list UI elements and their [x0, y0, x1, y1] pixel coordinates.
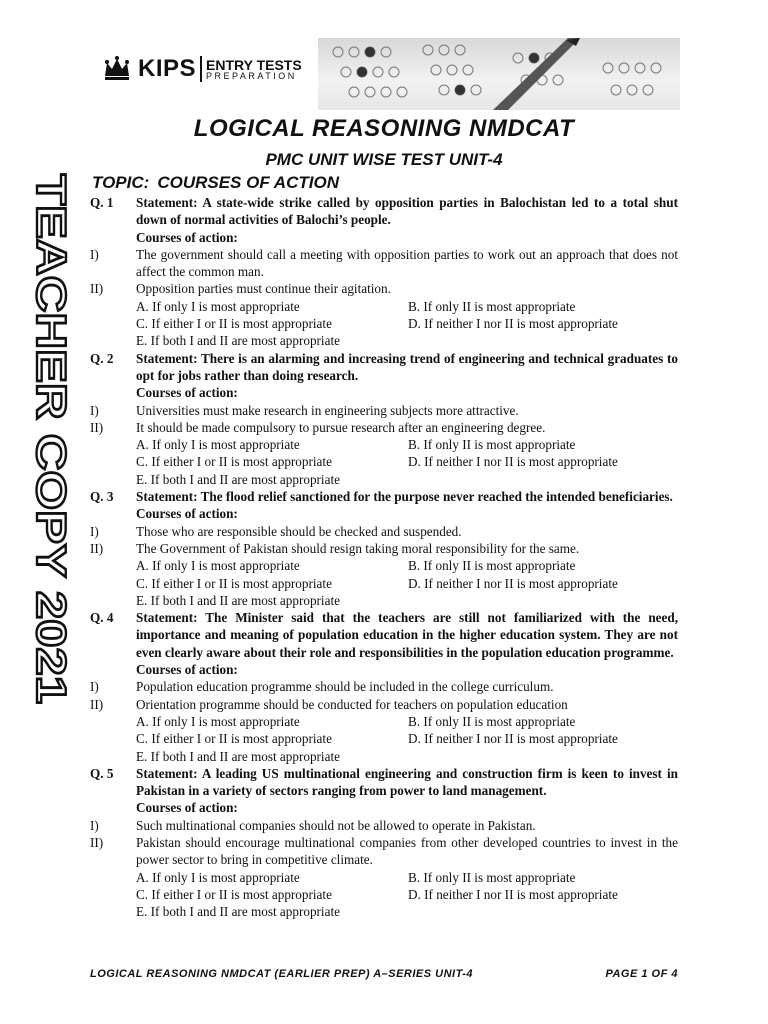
course-numeral: I) — [90, 817, 99, 833]
spacer — [90, 505, 136, 522]
answer-option: A. If only I is most appropriate — [136, 713, 300, 729]
course-item — [90, 402, 678, 419]
question-number: Q. 2 — [90, 350, 114, 366]
page-title: LOGICAL REASONING NMDCAT — [193, 115, 575, 142]
course-text: Orientation programme should be conducted for teachers on population education — [136, 696, 568, 712]
answer-option: C. If either I or II is most appropriate — [136, 316, 332, 332]
answer-option: A. If only I is most appropriate — [136, 869, 300, 885]
answer-option: A. If only I is most appropriate — [136, 298, 300, 314]
answer-options — [136, 713, 678, 765]
course-text: Opposition parties must continue their agitation. — [136, 281, 391, 297]
courses-label-row — [90, 384, 678, 401]
courses-label-row — [90, 661, 678, 678]
course-item — [90, 419, 678, 436]
course-numeral: II) — [90, 281, 104, 297]
courses-label-row — [90, 505, 678, 522]
spacer — [90, 661, 136, 678]
answer-option: E. If both I and II are most appropriate — [136, 471, 340, 487]
brand-tagline — [206, 58, 302, 81]
answer-option: B. If only II is most appropriate — [408, 558, 576, 574]
topic-label: TOPIC: — [92, 173, 150, 192]
course-text: Universities must make research in engineering subjects more attractive. — [136, 402, 519, 418]
question-number: Q. 3 — [90, 489, 114, 505]
courses-label-row — [90, 799, 678, 816]
header-banner — [90, 38, 680, 110]
course-text: The government should call a meeting with opposition parties to work out an approach that does not affect the common man. — [136, 246, 678, 280]
spacer — [90, 384, 136, 401]
answer-option: E. If both I and II are most appropriate — [136, 748, 340, 764]
course-text: It should be made compulsory to pursue research after an engineering degree. — [136, 419, 546, 435]
course-numeral: II) — [90, 540, 104, 556]
answer-option: B. If only II is most appropriate — [408, 713, 576, 729]
answer-option: A. If only I is most appropriate — [136, 437, 300, 453]
question-statement-row — [90, 194, 678, 229]
brand-name: KIPS — [138, 55, 197, 82]
brand-tagline-line2: PREPARATION — [206, 70, 297, 81]
course-text: Pakistan should encourage multinational companies from other developed countries to invest in the power sector to bring in competitive climate. — [136, 834, 678, 868]
course-item — [90, 678, 678, 695]
course-item — [90, 834, 678, 869]
watermark-text: TEACHER COPY 2021 — [28, 174, 75, 613]
answer-sheet-pattern — [318, 38, 680, 110]
page-footer — [90, 968, 678, 980]
answer-options — [136, 436, 678, 488]
course-numeral: I) — [90, 523, 99, 539]
course-numeral: I) — [90, 402, 99, 418]
answer-option: B. If only II is most appropriate — [408, 869, 576, 885]
answer-options — [136, 298, 678, 350]
courses-of-action-label: Courses of action: — [136, 385, 238, 401]
course-text: Such multinational companies should not be allowed to operate in Pakistan. — [136, 817, 536, 833]
crown-icon — [102, 54, 132, 84]
answer-option: C. If either I or II is most appropriate — [136, 886, 332, 902]
answer-options — [136, 557, 678, 609]
answer-option: D. If neither I nor II is most appropriate — [408, 316, 618, 332]
question-statement-row — [90, 609, 678, 661]
brand-tagline-line1: ENTRY TESTS — [206, 56, 302, 73]
teacher-copy-watermark — [23, 170, 75, 710]
topic-heading — [92, 173, 339, 193]
course-item — [90, 696, 678, 713]
answer-option: C. If either I or II is most appropriate — [136, 731, 332, 747]
answer-option: D. If neither I nor II is most appropriate — [408, 731, 618, 747]
answer-option: E. If both I and II are most appropriate — [136, 904, 340, 920]
question-statement-row — [90, 765, 678, 800]
spacer — [90, 229, 136, 246]
answer-option: C. If either I or II is most appropriate — [136, 575, 332, 591]
question-statement-row — [90, 488, 678, 505]
course-numeral: II) — [90, 696, 104, 712]
question-number: Q. 1 — [90, 195, 114, 210]
answer-option: B. If only II is most appropriate — [408, 437, 576, 453]
course-text: The Government of Pakistan should resign taking moral responsibility for the same. — [136, 540, 580, 556]
answer-options — [136, 869, 678, 921]
answer-option: A. If only I is most appropriate — [136, 558, 300, 574]
page-subtitle: PMC UNIT WISE TEST UNIT-4 — [265, 150, 503, 169]
answer-option: D. If neither I nor II is most appropriate — [408, 575, 618, 591]
logo-divider — [200, 56, 202, 82]
courses-of-action-label: Courses of action: — [136, 662, 238, 678]
courses-label-row — [90, 229, 678, 246]
page-number: PAGE 1 OF 4 — [605, 968, 678, 980]
answer-option: D. If neither I nor II is most appropriate — [408, 454, 618, 470]
course-numeral: II) — [90, 834, 104, 850]
topic-value: COURSES OF ACTION — [157, 173, 339, 192]
answer-option: B. If only II is most appropriate — [408, 298, 576, 314]
answer-option: E. If both I and II are most appropriate — [136, 592, 340, 608]
course-numeral: I) — [90, 246, 99, 262]
kips-logo — [102, 54, 302, 84]
course-item — [90, 523, 678, 540]
question-statement: Statement: The Minister said that the teachers are still not familiarized with the need, importance and meaning of population education in the higher education system. They are not even clearly aware about their role and responsibilities in the population education programme. — [136, 610, 678, 660]
courses-of-action-label: Courses of action: — [136, 229, 238, 245]
answer-option: C. If either I or II is most appropriate — [136, 454, 332, 470]
answer-sheet-photo — [318, 38, 680, 110]
question-list — [90, 194, 678, 920]
course-item — [90, 817, 678, 834]
course-item — [90, 246, 678, 281]
footer-left: LOGICAL REASONING NMDCAT (EARLIER PREP) A–SERIES UNIT-4 — [90, 968, 473, 980]
spacer — [90, 799, 136, 816]
course-text: Those who are responsible should be checked and suspended. — [136, 523, 462, 539]
answer-option: D. If neither I nor II is most appropriate — [408, 886, 618, 902]
question-statement: Statement: A state-wide strike called by opposition parties in Balochistan led to a total shut down of normal activities of Balochi’s people. — [136, 195, 678, 228]
question-number: Q. 4 — [90, 610, 114, 626]
question-statement: Statement: A leading US multinational engineering and construction firm is keen to invest in Pakistan in a variety of sectors ranging from power to land management. — [136, 765, 678, 799]
question-statement: Statement: The flood relief sanctioned for the purpose never reached the intended beneficiaries. — [136, 489, 673, 505]
question-statement: Statement: There is an alarming and increasing trend of engineering and technical graduates to opt for jobs rather than doing research. — [136, 350, 678, 383]
course-text: Population education programme should be included in the college curriculum. — [136, 679, 554, 695]
course-numeral: II) — [90, 419, 104, 435]
course-numeral: I) — [90, 679, 99, 695]
courses-of-action-label: Courses of action: — [136, 800, 238, 816]
question-number: Q. 5 — [90, 765, 114, 781]
question-statement-row — [90, 350, 678, 385]
courses-of-action-label: Courses of action: — [136, 506, 238, 522]
course-item — [90, 540, 678, 557]
course-item — [90, 280, 678, 297]
answer-option: E. If both I and II are most appropriate — [136, 333, 340, 349]
